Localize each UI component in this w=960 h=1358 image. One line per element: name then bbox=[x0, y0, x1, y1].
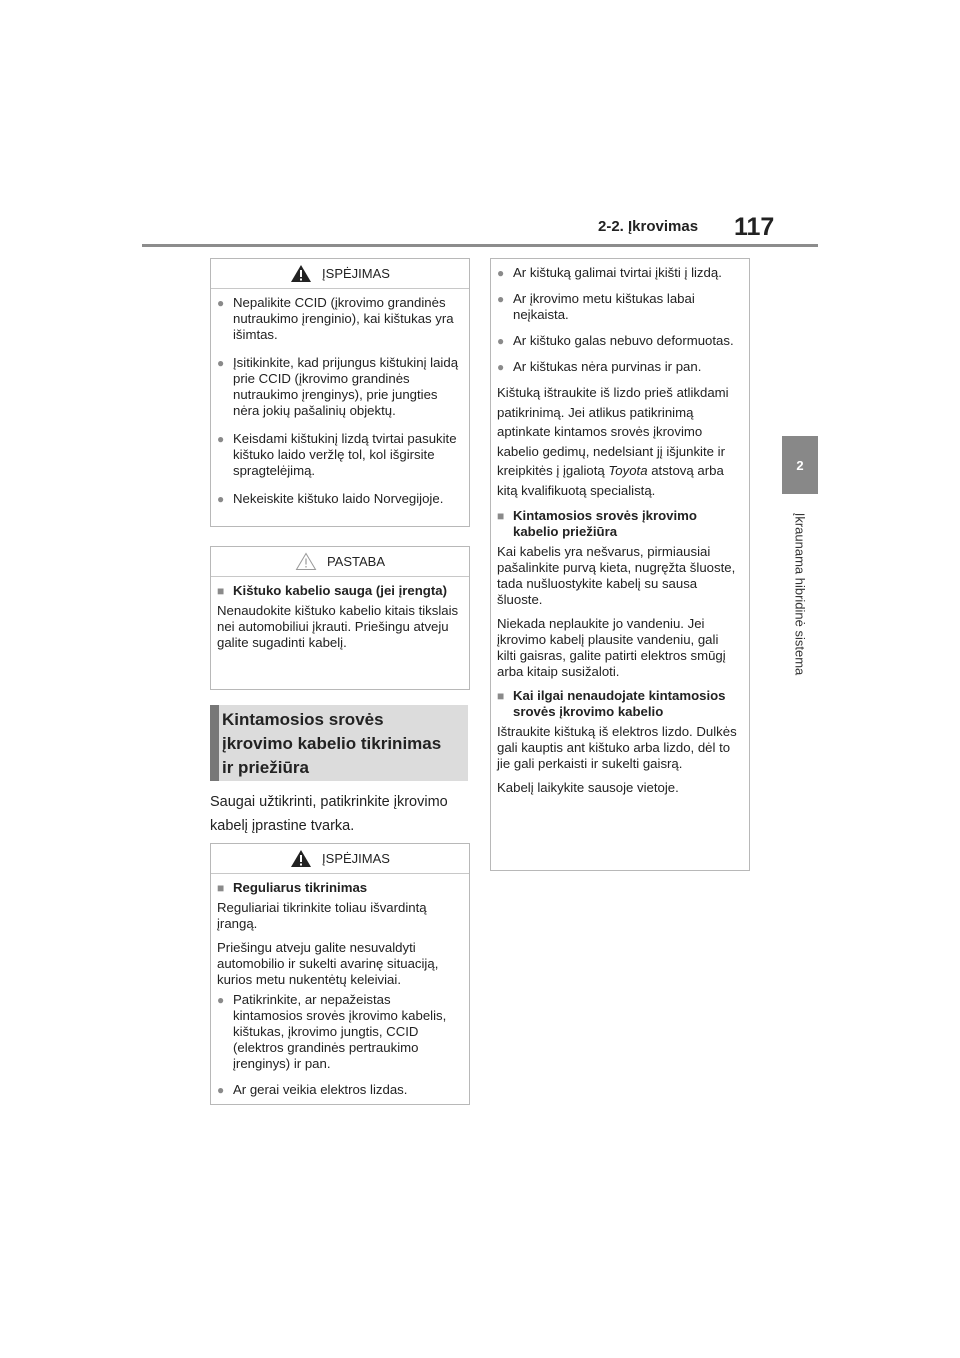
chapter-label: Įkraunama hibridinė sistema bbox=[792, 512, 808, 676]
warning-box-2-header bbox=[211, 844, 469, 874]
storage-paragraph: Ištraukite kištuką iš elektros lizdo. Dulkės gali kauptis ant kištuko arba lizdo, dėl to jie gali perkaisti ir sukelti gaisrą. bbox=[497, 724, 737, 771]
page-number: 117 bbox=[734, 213, 775, 241]
section-header: 2-2. Įkrovimas bbox=[598, 218, 699, 235]
warning2-paragraph: Reguliariai tikrinkite toliau išvardintą įrangą. bbox=[217, 900, 427, 931]
section-heading-line: ir priežiūra bbox=[222, 758, 309, 777]
right-item: ● Ar įkrovimo metu kištukas labai neįkaista. bbox=[497, 291, 741, 323]
inspection-text: Kištuką ištraukite iš lizdo prieš atlikdami patikrinimą. Jei atlikus patikrinimą aptinkate kintamos srovės įkrovimo kabelio gedimų, nedelsiant jį išjunkite ir kreipkitės į įgaliotą bbox=[497, 385, 729, 478]
note-box-header bbox=[211, 547, 469, 577]
warning1-item: ● Keisdami kištukinį lizdą tvirtai pasukite kištuko laido veržlę tol, kol išgirsite spragtelėjimą. bbox=[217, 431, 461, 479]
warning-box-continued bbox=[490, 258, 750, 871]
warning2-item: ● Ar gerai veikia elektros lizdas. bbox=[217, 1082, 461, 1098]
brand-name: Toyota bbox=[608, 463, 648, 478]
warning-icon bbox=[290, 264, 312, 283]
right-item: ● Ar kištuko galas nebuvo deformuotas. bbox=[497, 333, 741, 349]
warning-box-1-title: ĮSPĖJIMAS bbox=[322, 266, 390, 281]
storage-paragraph: Kabelį laikykite sausoje vietoje. bbox=[497, 780, 679, 795]
warning-box-1 bbox=[210, 258, 470, 527]
storage-subheading: ■ Kai ilgai nenaudojate kintamosios srovės įkrovimo kabelio bbox=[497, 688, 741, 720]
warning1-item: ● Nekeiskite kištuko laido Norvegijoje. bbox=[217, 491, 461, 507]
section-heading-line: įkrovimo kabelio tikrinimas bbox=[222, 734, 442, 753]
inspection-text-end: atstovą arba kitą kvalifikuotą specialistą. bbox=[497, 463, 724, 498]
chapter-tab bbox=[782, 436, 818, 494]
warning2-paragraph: Priešingu atveju galite nesuvaldyti automobilio ir sukelti avarinę situaciją, kurios metu nukentėtų keleiviai. bbox=[217, 940, 439, 987]
warning2-item: ● Patikrinkite, ar nepažeistas kintamosios srovės įkrovimo kabelis, kištukas, įkrovimo jungtis, CCID (elektros grandinės pertraukimo įrenginys) ir pan. bbox=[217, 992, 461, 1072]
warning-icon bbox=[290, 849, 312, 868]
warning-box-1-header bbox=[211, 259, 469, 289]
note-text: Nenaudokite kištuko kabelio kitais tikslais nei automobiliui įkrauti. Priešingu atveju galite sugadinti kabelį. bbox=[217, 603, 459, 650]
inspection-paragraph bbox=[497, 383, 741, 500]
intro-paragraph: Saugai užtikrinti, patikrinkite įkrovimo kabelį įprastine tvarka. bbox=[210, 794, 448, 834]
note-box-title: PASTABA bbox=[326, 554, 386, 569]
chapter-number: 2 bbox=[796, 457, 804, 473]
right-item: ● Ar kištuką galimai tvirtai įkišti į lizdą. bbox=[497, 265, 741, 281]
section-heading-line: Kintamosios srovės bbox=[222, 710, 384, 729]
header-divider bbox=[142, 244, 818, 247]
warning1-item: ● Įsitikinkite, kad prijungus kištukinį laidą prie CCID (įkrovimo grandinės nutraukimo įrenginys), prie jungties nėra jokių pašalinių objektų. bbox=[217, 355, 461, 419]
right-item: ● Ar kištukas nėra purvinas ir pan. bbox=[497, 359, 741, 375]
section-heading bbox=[210, 705, 468, 781]
maintenance-subheading: ■ Kintamosios srovės įkrovimo kabelio priežiūra bbox=[497, 508, 741, 540]
maintenance-paragraph: Kai kabelis yra nešvarus, pirmiausiai pašalinkite purvą kieta, nugręžta šluoste, tada nušluostykite kabelį su sausa šluoste. bbox=[497, 544, 736, 607]
warning-box-2-title: ĮSPĖJIMAS bbox=[322, 851, 390, 866]
note-subheading: ■ Kištuko kabelio sauga (jei įrengta) bbox=[217, 583, 461, 599]
warning1-item: ● Nepalikite CCID (įkrovimo grandinės nutraukimo įrenginio), kai kištukas yra išimtas. bbox=[217, 295, 461, 343]
warning-box-2 bbox=[210, 843, 470, 1105]
note-box bbox=[210, 546, 470, 690]
caution-outline-icon bbox=[295, 552, 317, 571]
section-heading-bar bbox=[210, 705, 219, 781]
maintenance-paragraph: Niekada neplaukite jo vandeniu. Jei įkrovimo kabelį plausite vandeniu, gali kilti gaisras, galite patirti elektros smūgį arba kitaip susižaloti. bbox=[497, 616, 726, 679]
warning2-subheading: ■ Reguliarus tikrinimas bbox=[217, 880, 461, 896]
